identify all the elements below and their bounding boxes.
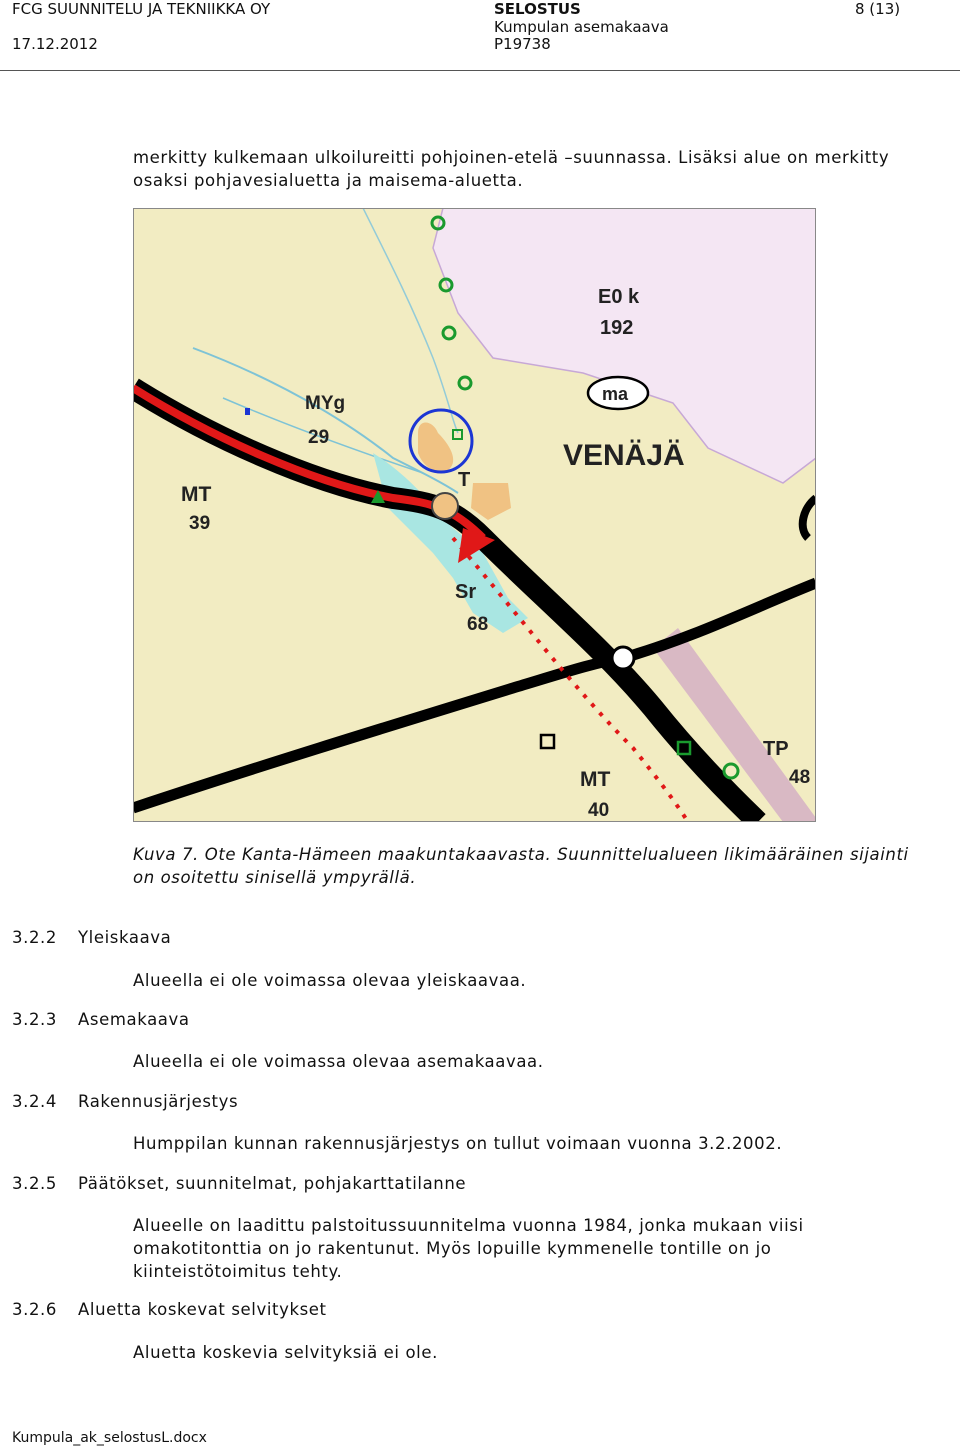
- map-label-mt2: MT: [580, 768, 611, 791]
- section-number: 3.2.3: [12, 1010, 57, 1029]
- footer-filename: Kumpula_ak_selostusL.docx: [12, 1430, 207, 1446]
- map-label-myg: MYg: [305, 393, 346, 414]
- map-label-venaja: VENÄJÄ: [563, 439, 685, 472]
- section-text-paatokset-1: Alueelle on laadittu palstoitussuunnitelma vuonna 1984, jonka mukaan viisi: [133, 1216, 804, 1235]
- section-text-selvitykset: Aluetta koskevia selvityksiä ei ole.: [133, 1343, 438, 1362]
- section-heading-rakennusjarjestys: [12, 1092, 238, 1111]
- section-number: 3.2.6: [12, 1300, 57, 1319]
- document-date: 17.12.2012: [12, 35, 98, 53]
- map-label-eok: E0 k: [598, 286, 640, 308]
- project-name: Kumpulan asemakaava: [494, 18, 669, 36]
- map-blue-dot: [245, 408, 250, 415]
- section-title: Yleiskaava: [78, 928, 172, 947]
- section-text-paatokset-2: omakotitonttia on jo rakentunut. Myös lopuille kymmenelle tontille on jo: [133, 1239, 772, 1258]
- section-title: Aluetta koskevat selvitykset: [78, 1300, 327, 1319]
- map-label-t: T: [458, 469, 471, 491]
- section-heading-paatokset: [12, 1174, 466, 1193]
- map-label-ma: ma: [602, 384, 629, 404]
- map-label-mt1-num: 39: [189, 513, 211, 534]
- section-text-rakennusjarjestys: Humppilan kunnan rakennusjärjestys on tullut voimaan vuonna 3.2.2002.: [133, 1134, 783, 1153]
- map-label-sr: Sr: [455, 581, 477, 603]
- section-heading-yleiskaava: [12, 928, 171, 947]
- document-type: SELOSTUS: [494, 0, 581, 18]
- section-text-paatokset-3: kiinteistötoimitus tehty.: [133, 1262, 343, 1281]
- section-text-asemakaava: Alueella ei ole voimassa olevaa asemakaavaa.: [133, 1052, 544, 1071]
- map-label-myg-num: 29: [308, 427, 330, 448]
- header-rule: [0, 70, 960, 71]
- map-label-mt2-num: 40: [588, 800, 610, 821]
- map-label-tp-num: 48: [789, 767, 811, 788]
- section-title: Asemakaava: [78, 1010, 190, 1029]
- project-code: P19738: [494, 35, 551, 53]
- section-number: 3.2.4: [12, 1092, 57, 1111]
- map-label-sr-num: 68: [467, 614, 489, 635]
- company-name: FCG SUUNNITELU JA TEKNIIKKA OY: [12, 0, 271, 18]
- page-number: 8 (13): [855, 0, 901, 18]
- section-number: 3.2.5: [12, 1174, 57, 1193]
- section-title: Rakennusjärjestys: [78, 1092, 239, 1111]
- section-number: 3.2.2: [12, 928, 57, 947]
- map-label-tp: TP: [763, 738, 789, 760]
- map-label-mt1: MT: [181, 483, 212, 506]
- map-label-eok-num: 192: [600, 317, 634, 339]
- intro-line-1: merkitty kulkemaan ulkoilureitti pohjoinen-etelä –suunnassa. Lisäksi alue on merkitty: [133, 148, 890, 167]
- section-text-yleiskaava: Alueella ei ole voimassa olevaa yleiskaavaa.: [133, 971, 527, 990]
- section-heading-selvitykset: [12, 1300, 327, 1319]
- section-title: Päätökset, suunnitelmat, pohjakarttatilanne: [78, 1174, 467, 1193]
- caption-line-2: on osoitettu sinisellä ympyrällä.: [133, 868, 417, 887]
- caption-line-1: Kuva 7. Ote Kanta-Hämeen maakuntakaavasta. Suunnittelualueen likimääräinen sijainti: [133, 845, 909, 864]
- intro-line-2: osaksi pohjavesialuetta ja maisema-aluetta.: [133, 171, 524, 190]
- figure-caption: [133, 843, 909, 889]
- map-star-symbol: [432, 493, 458, 519]
- section-heading-asemakaava: [12, 1010, 190, 1029]
- map-junction: [612, 647, 634, 669]
- regional-plan-map: [133, 208, 816, 822]
